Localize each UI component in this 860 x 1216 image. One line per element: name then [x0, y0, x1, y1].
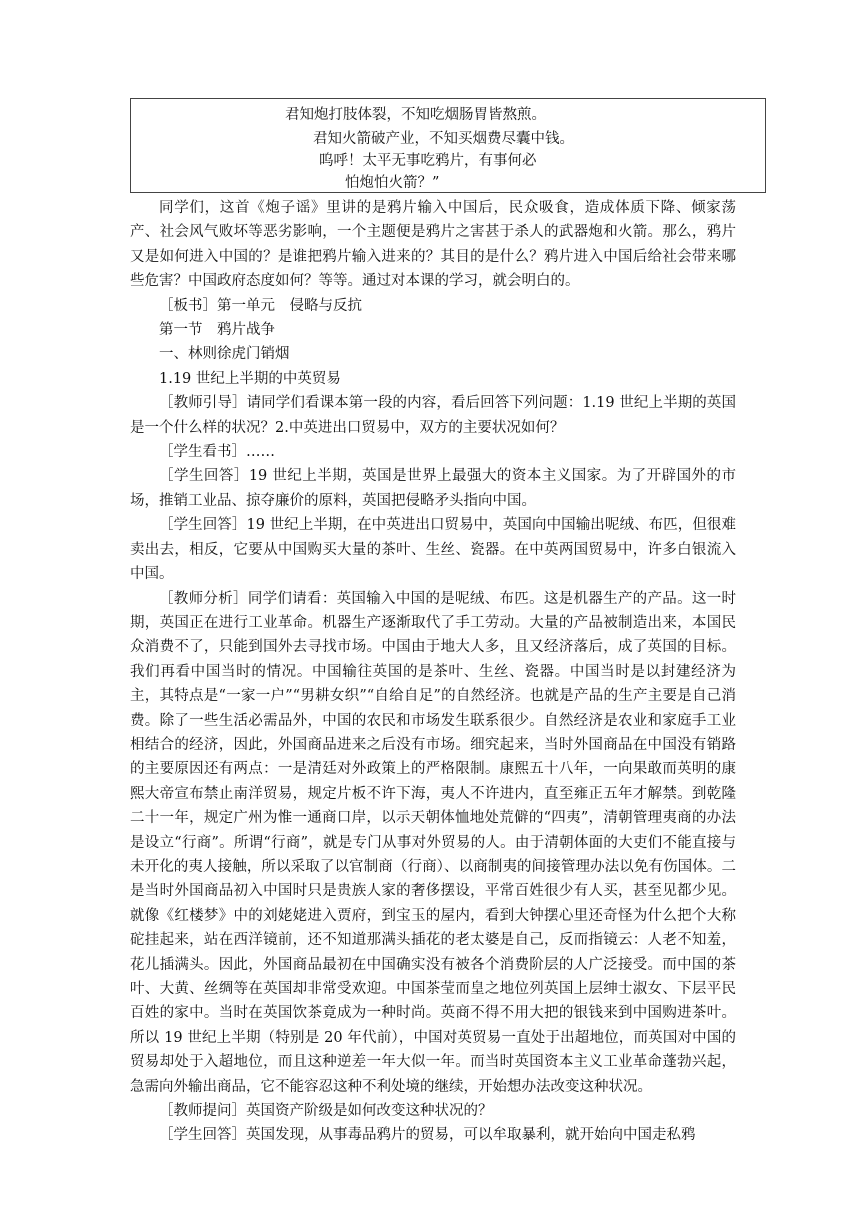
poem-box — [130, 98, 766, 193]
teacher-analysis: ［教师分析］同学们请看：英国输入中国的是呢绒、布匹。这是机器生产的产品。这一时期，英国正在进行工业革命。机器生产逐渐取代了手工劳动。大量的产品被制造出来，本国民众消费不了，只能到国外去寻找市场。中国由于地大人多，且又经济落后，成了英国的目标。我们再看中国当时的情况。中国输往英国的是茶叶、生丝、瓷器。中国当时是以封建经济为主，其特点是“一家一户”“男耕女织”“自给自足”的自然经济。也就是产品的生产主要是自己消费。除了一些生活必需品外，中国的农民和市场发生联系很少。自然经济是农业和家庭手工业相结合的经济，因此，外国商品进来之后没有市场。细究起来，当时外国商品在中国没有销路的主要原因还有两点：一是清廷对外政策上的严格限制。康熙五十八年，一向果敢而英明的康熙大帝宣布禁止南洋贸易，规定片板不许下海，夷人不许进内，直至雍正五年才解禁。到乾隆二十一年，规定广州为惟一通商口岸，以示天朝体恤地处荒僻的“四夷”，清朝管理夷商的办法是设立“行商”。所谓“行商”，就是专门从事对外贸易的人。由于清朝体面的大吏们不能直接与未开化的夷人接触，所以采取了以官制商（行商）、以商制夷的间接管理办法以免有伤国体。二是当时外国商品初入中国时只是贵族人家的奢侈摆设，平常百姓很少有人买，甚至见都少见。就像《红楼梦》中的刘姥姥进入贾府，到宝玉的屋内，看到大钟摆心里还奇怪为什么把个大称砣挂起来，站在西洋镜前，还不知道那满头插花的老太婆是自己，反而指镜云：人老不知羞，花儿插满头。因此，外国商品最初在中国确实没有被各个消费阶层的人广泛接受。而中国的茶叶、大黄、丝绸等在英国却非常受欢迎。中国茶莹而皇之地位列英国上层绅士淑女、下层平民百姓的家中。当时在英国饮茶竟成为一种时尚。英商不得不用大把的银钱来到中国购进茶叶。所以 19 世纪上半期（特别是 20 年代前），中国对英贸易一直处于出超地位，而英国对中国的贸易却处于入超地位，而且这种逆差一年大似一年。而当时英国资本主义工业革命蓬勃兴起，急需向外输出商品，它不能容忍这种不利处境的继续，开始想办法改变这种状况。 — [130, 590, 736, 1095]
paragraph-intro: 同学们，这首《炮子谣》里讲的是鸦片输入中国后，民众吸食，造成体质下降、倾家荡产、社会风气败坏等恶劣影响，一个主题便是鸦片之害甚于杀人的武器炮和火箭。那么，鸦片又是如何进入中国的？是谁把鸦片输入进来的？其目的是什么？鸦片进入中国后给社会带来哪些危害？中国政府态度如何？等等。通过对本课的学习，就会明白的。 — [130, 200, 736, 290]
poem-line: 君知火箭破产业，不知买烟费尽囊中钱。 — [313, 131, 574, 147]
student-reading: ［学生看书］…… — [159, 444, 275, 461]
subsection-heading: 一、林则徐虎门销烟 — [159, 346, 290, 363]
poem-line: 呜呼！太平无事吃鸦片，有事何必 — [319, 153, 537, 169]
poem-line: 君知炮打肢体裂，不知吃烟肠胃皆熬煎。 — [285, 107, 546, 123]
teacher-question: ［教师提问］英国资产阶级是如何改变这种状况的？ — [159, 1103, 493, 1120]
student-answer-2: ［学生回答］19 世纪上半期，在中英进出口贸易中，英国向中国输出呢绒、布匹，但很难卖出去，相反，它要从中国购买大量的茶叶、生丝、瓷器。在中英两国贸易中，许多白银流入中国。 — [130, 517, 736, 583]
student-answer-3: ［学生回答］英国发现，从事毒品鸦片的贸易，可以牟取暴利，就开始向中国走私鸦 — [159, 1127, 696, 1144]
teacher-guide: ［教师引导］请同学们看课本第一段的内容，看后回答下列问题：1.19 世纪上半期的英国是一个什么样的状况？2.中英进出口贸易中，双方的主要状况如何？ — [130, 395, 736, 436]
topic-heading: 1.19 世纪上半期的中英贸易 — [159, 370, 341, 387]
board-heading-unit: ［板书］第一单元 侵略与反抗 — [159, 297, 362, 314]
section-heading: 第一节 鸦片战争 — [159, 322, 275, 339]
poem-line: 怕炮怕火箭？” — [345, 175, 440, 191]
body-text — [130, 196, 736, 1148]
student-answer-1: ［学生回答］19 世纪上半期，英国是世界上最强大的资本主义国家。为了开辟国外的市场，推销工业品、掠夺廉价的原料，英国把侵略矛头指向中国。 — [130, 468, 736, 509]
